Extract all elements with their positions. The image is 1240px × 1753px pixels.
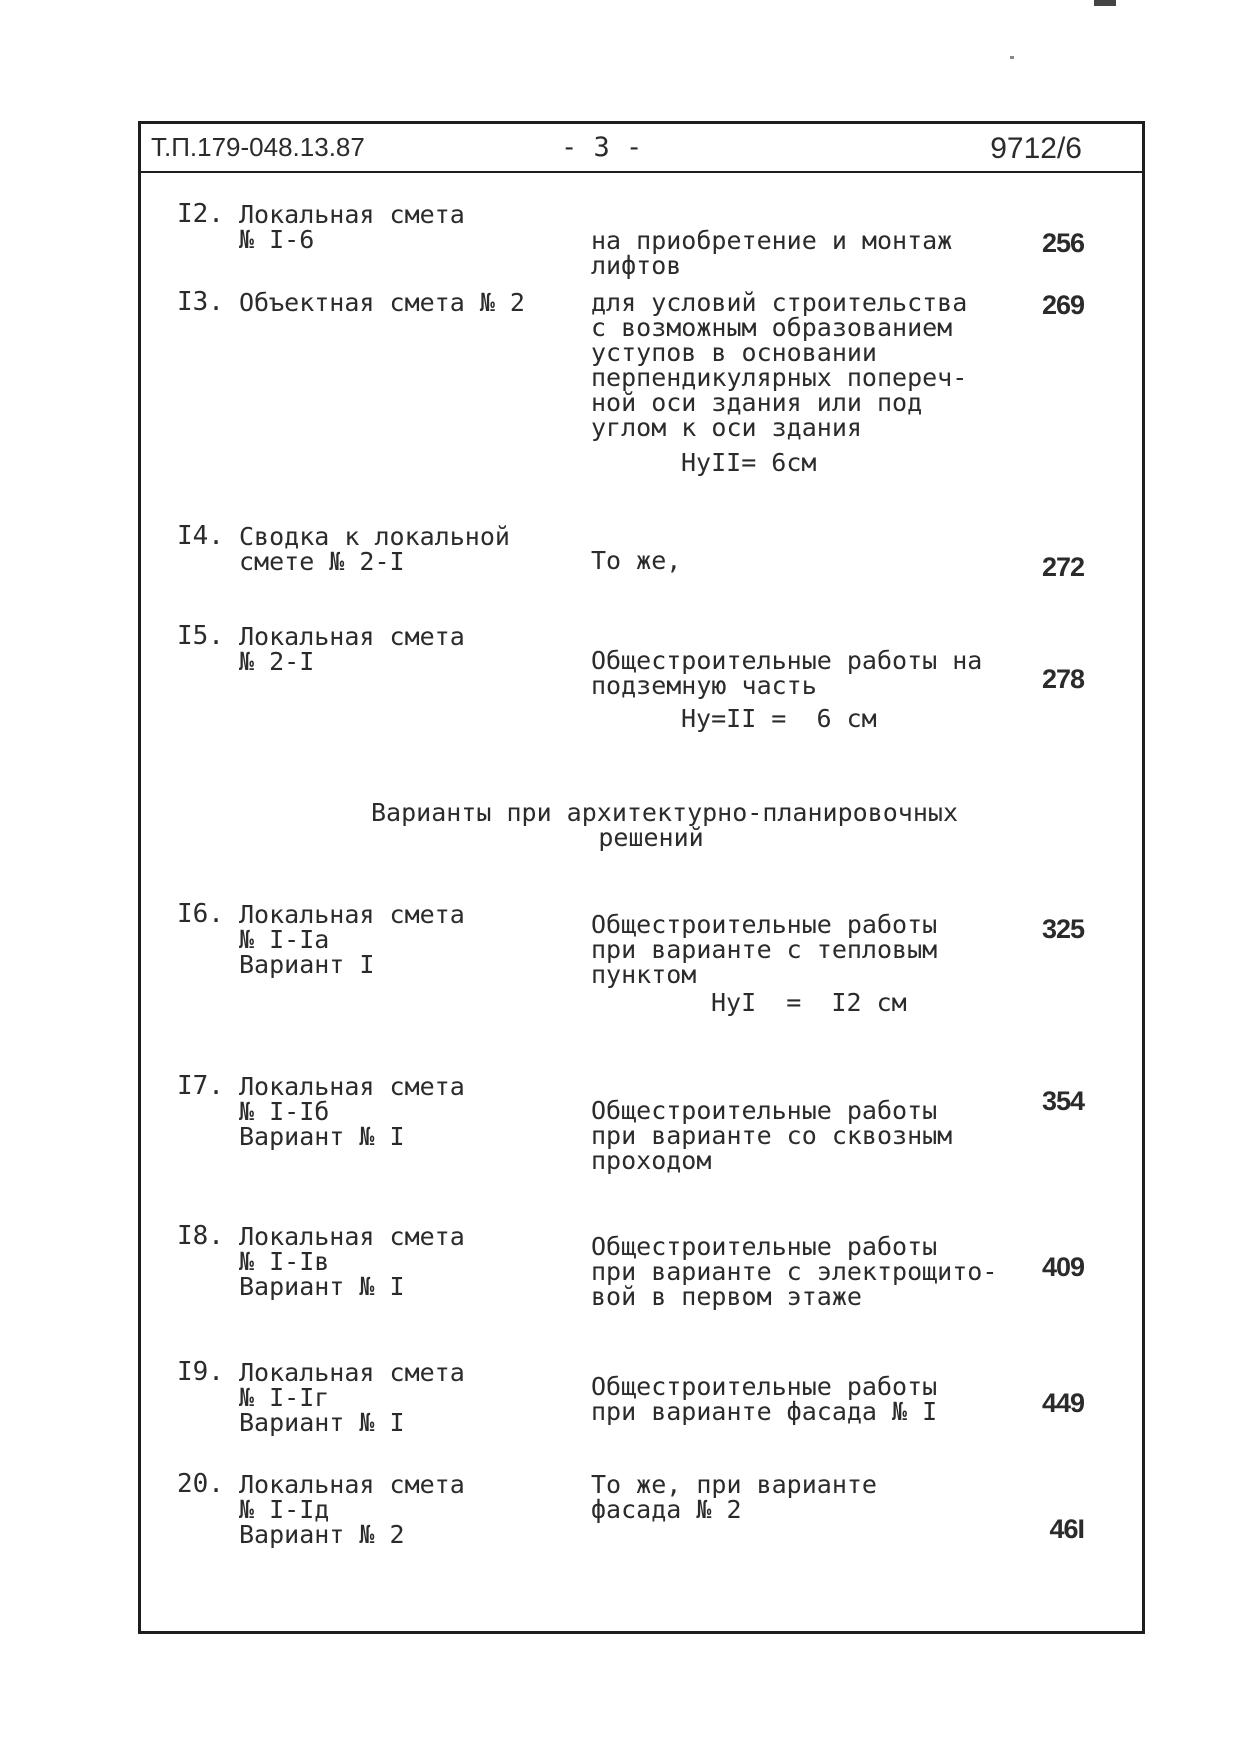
entry-number: I7. bbox=[177, 1071, 224, 1101]
entry-formula: НуII= 6см bbox=[681, 448, 817, 477]
page-frame bbox=[138, 121, 1145, 1634]
entry-number: I9. bbox=[177, 1357, 224, 1387]
header-divider bbox=[141, 171, 1142, 173]
scan-dot-mark bbox=[1010, 56, 1014, 59]
entry-name: Локальная смета № I-Iб Вариант № I bbox=[239, 1072, 465, 1151]
entry-page: 256 bbox=[1041, 228, 1084, 258]
entry-name: Сводка к локальной смете № 2-I bbox=[239, 522, 510, 576]
entry-description: Общестроительные работы на подземную часть bbox=[591, 646, 983, 700]
entry-number: 20. bbox=[177, 1469, 224, 1499]
entry-page: 272 bbox=[1041, 552, 1084, 582]
document-code: Т.П.179-048.13.87 bbox=[151, 132, 365, 162]
entry-description: То же, при варианте фасада № 2 bbox=[591, 1470, 877, 1524]
entry-description: Общестроительные работы при варианте с тепловым пунктом bbox=[591, 910, 938, 989]
entry-page: 46I bbox=[1049, 1514, 1084, 1544]
entry-page: 278 bbox=[1041, 664, 1084, 694]
entry-name: Объектная смета № 2 bbox=[239, 288, 525, 317]
entry-name: Локальная смета № 2-I bbox=[239, 622, 465, 676]
entry-number: I8. bbox=[177, 1221, 224, 1251]
entry-formula: Ну=II = 6 см bbox=[681, 704, 877, 733]
entry-number: I4. bbox=[177, 521, 224, 551]
entry-page: 325 bbox=[1041, 914, 1084, 944]
entry-page: 449 bbox=[1041, 1388, 1084, 1418]
entry-name: Локальная смета № I-6 bbox=[239, 200, 465, 254]
entry-page: 269 bbox=[1041, 290, 1084, 320]
entry-description: То же, bbox=[591, 546, 682, 575]
entry-name: Локальная смета № I-Iд Вариант № 2 bbox=[239, 1470, 465, 1549]
entry-description: Общестроительные работы при варианте с электрощито- вой в первом этаже bbox=[591, 1232, 998, 1311]
entry-description: Общестроительные работы при варианте фасада № I bbox=[591, 1372, 938, 1426]
entry-description: Общестроительные работы при варианте со сквозным проходом bbox=[591, 1096, 953, 1175]
entry-number: I3. bbox=[177, 287, 224, 317]
page-number: - 3 - bbox=[561, 132, 643, 163]
entry-description: на приобретение и монтаж лифтов bbox=[591, 226, 953, 280]
entry-formula: НуI = I2 см bbox=[711, 988, 907, 1017]
entry-name: Локальная смета № I-Iа Вариант I bbox=[239, 900, 465, 979]
scan-corner-mark bbox=[1094, 0, 1116, 6]
entry-number: I6. bbox=[177, 899, 224, 929]
entry-page: 409 bbox=[1041, 1252, 1084, 1282]
entry-page: 354 bbox=[1041, 1086, 1084, 1116]
entry-name: Локальная смета № I-Iг Вариант № I bbox=[239, 1358, 465, 1437]
entry-name: Локальная смета № I-Iв Вариант № I bbox=[239, 1222, 465, 1301]
entry-number: I2. bbox=[177, 199, 224, 229]
entry-number: I5. bbox=[177, 621, 224, 651]
document-number: 9712/6 bbox=[990, 132, 1082, 165]
entry-description: для условий строительства с возможным образованием уступов в основании перпендикулярных попереч- ной оси здания или под углом к оси здания bbox=[591, 288, 968, 442]
section-heading: Варианты при архитектурно-планировочных решений bbox=[371, 798, 958, 852]
